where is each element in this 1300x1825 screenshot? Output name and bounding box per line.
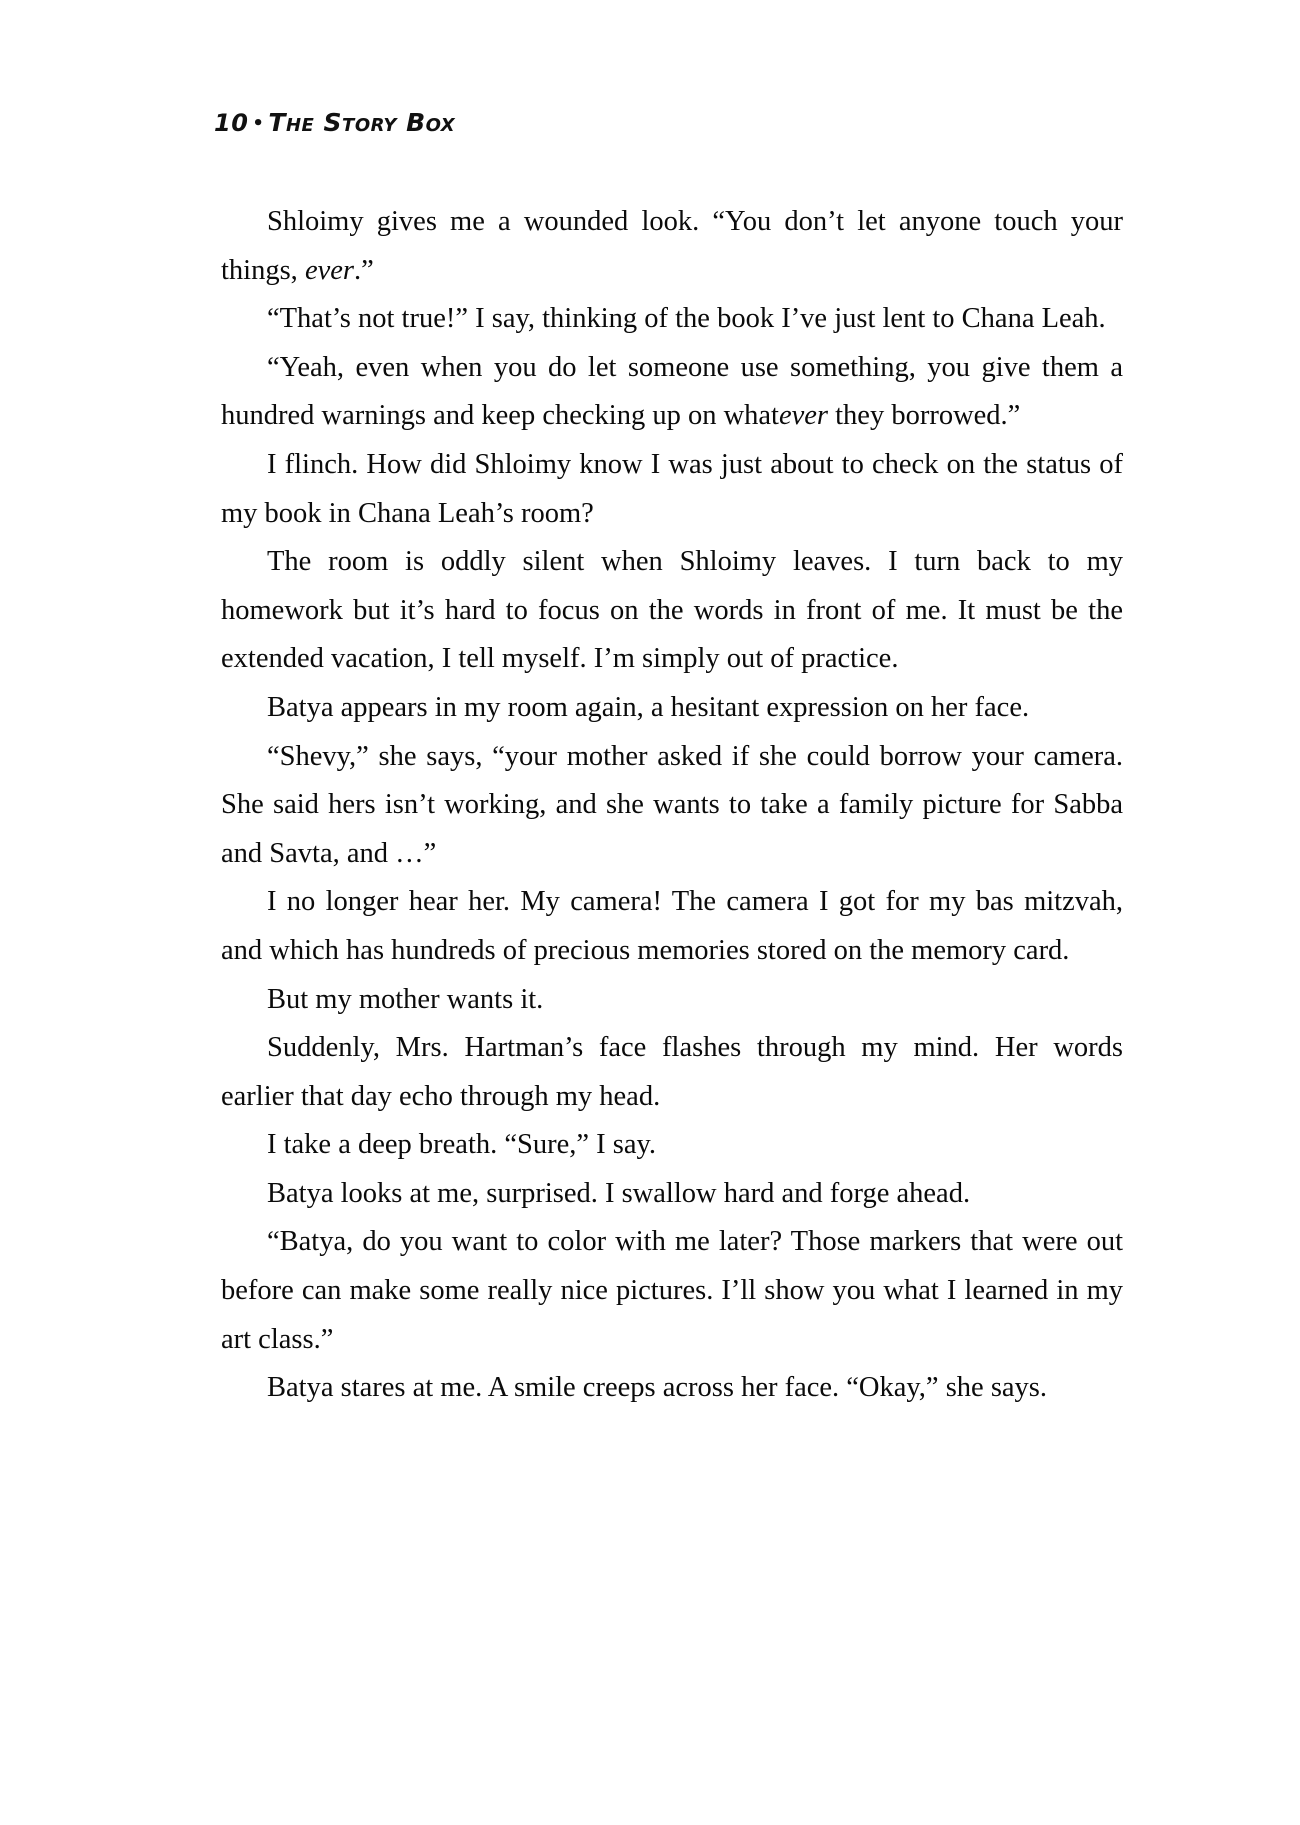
running-head-separator: •	[252, 113, 265, 134]
paragraph: But my mother wants it.	[267, 983, 544, 1015]
page-body	[221, 198, 1123, 1413]
paragraph: Batya appears in my room again, a hesitant expression on her face.	[267, 691, 1030, 723]
paragraph: Shloimy gives me a wounded look. “You don’t let anyone touch your things, ever.”	[221, 206, 1123, 286]
paragraph: I no longer hear her. My camera! The camera I got for my bas mitzvah, and which has hundreds of precious memories stored on the memory card.	[221, 886, 1123, 966]
paragraph: “Batya, do you want to color with me later? Those markers that were out before can make some really nice pictures. I’ll show you what I learned in my art class.”	[221, 1226, 1123, 1355]
paragraph: I take a deep breath. “Sure,” I say.	[267, 1129, 657, 1161]
paragraph: “Shevy,” she says, “your mother asked if she could borrow your camera. She said hers isn’t working, and she wants to take a family picture for Sabba and Savta, and …”	[221, 740, 1123, 869]
paragraph: Batya stares at me. A smile creeps across her face. “Okay,” she says.	[267, 1372, 1048, 1404]
paragraph: Suddenly, Mrs. Hartman’s face flashes through my mind. Her words earlier that day echo through my head.	[221, 1032, 1123, 1112]
paragraph: “Yeah, even when you do let someone use something, you give them a hundred warnings and keep checking up on whatever they borrowed.”	[221, 351, 1123, 432]
page-number: 10	[214, 109, 249, 137]
paragraph: “That’s not true!” I say, thinking of the book I’ve just lent to Chana Leah.	[267, 303, 1106, 335]
running-head	[214, 108, 455, 137]
paragraph: I flinch. How did Shloimy know I was just about to check on the status of my book in Chana Leah’s room?	[221, 448, 1123, 529]
paragraph: The room is oddly silent when Shloimy leaves. I turn back to my homework but it’s hard to focus on the words in front of me. It must be the extended vacation, I tell myself. I’m simply out of practice.	[221, 546, 1123, 675]
running-head-title: The Story Box	[268, 108, 456, 137]
paragraph: Batya looks at me, surprised. I swallow hard and forge ahead.	[267, 1177, 971, 1209]
